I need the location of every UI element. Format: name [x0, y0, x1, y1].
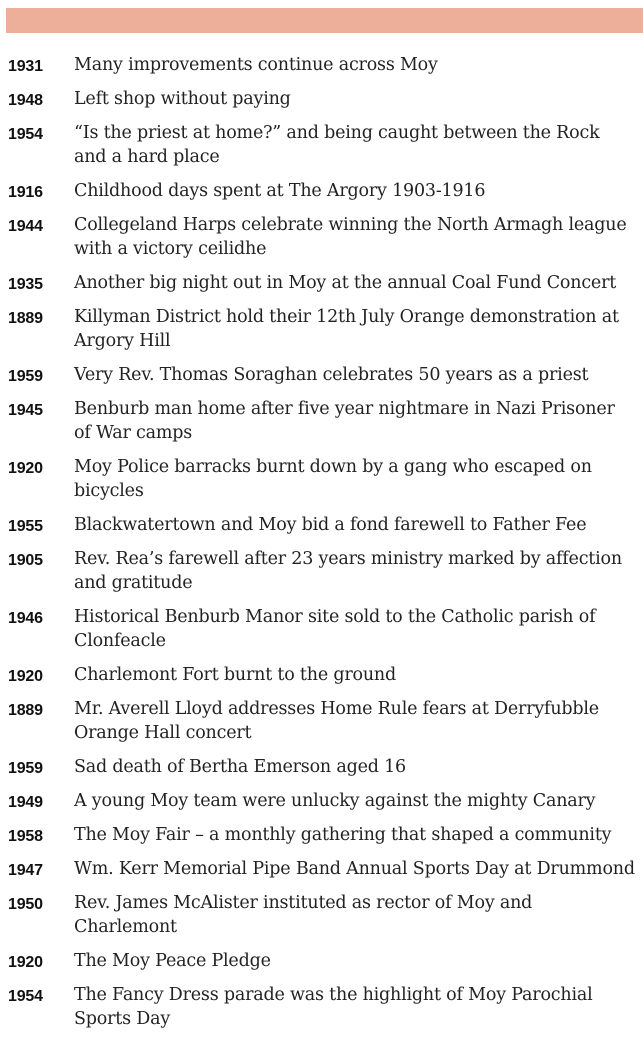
list-item[interactable]	[0, 857, 643, 881]
list-item[interactable]	[0, 213, 643, 261]
list-item[interactable]	[0, 605, 643, 653]
list-item[interactable]	[0, 789, 643, 813]
list-item[interactable]	[0, 305, 643, 353]
entry-year: 1920	[8, 460, 43, 477]
entry-year: 1959	[8, 760, 43, 777]
entry-year: 1905	[8, 552, 43, 569]
entry-year: 1935	[8, 276, 43, 293]
entry-title: Left shop without paying	[74, 89, 291, 109]
entry-title: Sad death of Bertha Emerson aged 16	[74, 757, 406, 777]
entry-title: Rev. James McAlister instituted as rector of Moy and Charlemont	[74, 893, 533, 937]
entry-title: Mr. Averell Lloyd addresses Home Rule fears at Derryfubble Orange Hall concert	[74, 699, 599, 743]
list-item[interactable]	[0, 823, 643, 847]
entry-title: Charlemont Fort burnt to the ground	[74, 665, 396, 685]
entry-year: 1889	[8, 310, 43, 327]
entry-year: 1946	[8, 610, 43, 627]
list-item[interactable]	[0, 271, 643, 295]
entry-year: 1959	[8, 368, 43, 385]
entry-title: “Is the priest at home?” and being caught between the Rock and a hard place	[74, 123, 600, 167]
list-item[interactable]	[0, 513, 643, 537]
entry-year: 1944	[8, 218, 43, 235]
entry-year: 1945	[8, 402, 43, 419]
list-item[interactable]	[0, 455, 643, 503]
entry-title: Historical Benburb Manor site sold to the Catholic parish of Clonfeacle	[74, 607, 596, 651]
list-item[interactable]	[0, 87, 643, 111]
entry-title: Another big night out in Moy at the annual Coal Fund Concert	[74, 273, 617, 293]
article-index-list	[0, 53, 643, 1041]
list-item[interactable]	[0, 755, 643, 779]
list-item[interactable]	[0, 547, 643, 595]
list-item[interactable]	[0, 397, 643, 445]
entry-title: A young Moy team were unlucky against the mighty Canary	[74, 791, 596, 811]
list-item[interactable]	[0, 949, 643, 973]
list-item[interactable]	[0, 53, 643, 77]
list-item[interactable]	[0, 891, 643, 939]
entry-year: 1889	[8, 702, 43, 719]
entry-year: 1958	[8, 828, 43, 845]
entry-title: The Moy Fair – a monthly gathering that shaped a community	[74, 825, 612, 845]
list-item[interactable]	[0, 121, 643, 169]
entry-title: Many improvements continue across Moy	[74, 55, 438, 75]
list-item[interactable]	[0, 983, 643, 1031]
entry-title: Blackwatertown and Moy bid a fond farewell to Father Fee	[74, 515, 587, 535]
entry-title: The Moy Peace Pledge	[74, 951, 271, 971]
entry-year: 1916	[8, 184, 43, 201]
entry-year: 1920	[8, 954, 43, 971]
entry-year: 1955	[8, 518, 43, 535]
entry-title: Very Rev. Thomas Soraghan celebrates 50 years as a priest	[74, 365, 589, 385]
entry-title: The Fancy Dress parade was the highlight of Moy Parochial Sports Day	[74, 985, 593, 1029]
entry-title: Killyman District hold their 12th July Orange demonstration at Argory Hill	[74, 307, 619, 351]
entry-title: Collegeland Harps celebrate winning the North Armagh league with a victory ceilidhe	[74, 215, 627, 259]
entry-year: 1947	[8, 862, 43, 879]
header-bar	[6, 8, 643, 33]
entry-year: 1954	[8, 126, 43, 143]
entry-year: 1931	[8, 58, 43, 75]
entry-year: 1954	[8, 988, 43, 1005]
list-item[interactable]	[0, 697, 643, 745]
entry-year: 1950	[8, 896, 43, 913]
list-item[interactable]	[0, 363, 643, 387]
entry-year: 1920	[8, 668, 43, 685]
entry-title: Benburb man home after five year nightmare in Nazi Prisoner of War camps	[74, 399, 615, 443]
entry-year: 1949	[8, 794, 43, 811]
list-item[interactable]	[0, 179, 643, 203]
entry-title: Moy Police barracks burnt down by a gang who escaped on bicycles	[74, 457, 592, 501]
entry-year: 1948	[8, 92, 43, 109]
list-item[interactable]	[0, 663, 643, 687]
entry-title: Wm. Kerr Memorial Pipe Band Annual Sports Day at Drummond	[74, 859, 635, 879]
entry-title: Rev. Rea’s farewell after 23 years ministry marked by affection and gratitude	[74, 549, 622, 593]
entry-title: Childhood days spent at The Argory 1903-1916	[74, 181, 486, 201]
